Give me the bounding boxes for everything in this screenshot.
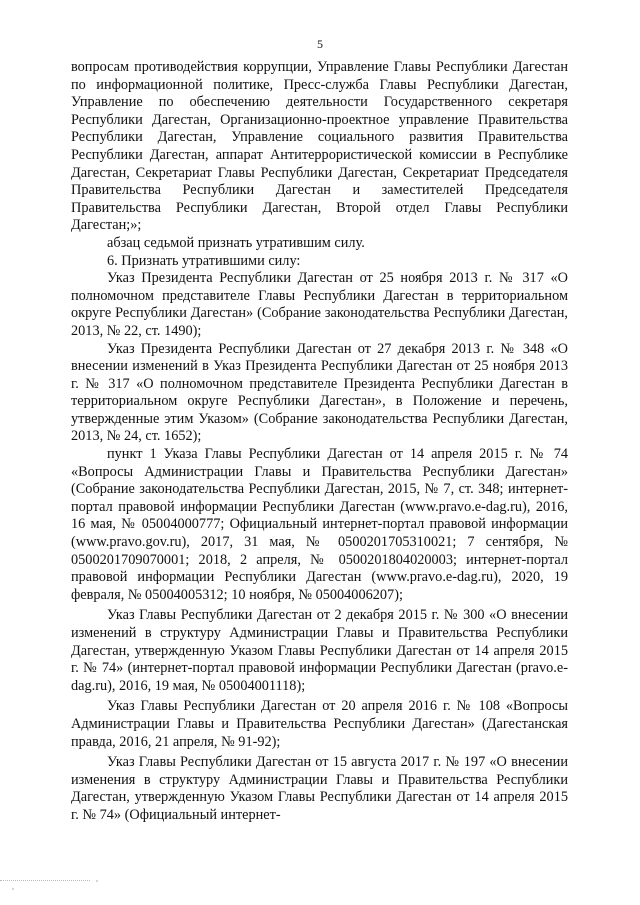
paragraph-seventh-clause: абзац седьмой признать утратившим силу. — [107, 234, 365, 251]
scan-speck — [96, 880, 98, 882]
scan-speck — [12, 888, 14, 890]
paragraph-decree-300: Указ Главы Республики Дагестан от 2 декабря 2015 г. № 300 «О внесении изменений в структуру Администрации Главы и Правительства Республики Дагестан, утвержденную Указом Главы Республики Дагестан от 14 апреля 2015 г. № 74» (интернет-портал правовой информации Республики Дагестан (pravo.e-dag.ru), 2016, 19 мая, № 05004001118); — [71, 607, 568, 694]
paragraph-item-6-heading: 6. Признать утратившими силу: — [107, 252, 301, 269]
paragraph-decree-317: Указ Президента Республики Дагестан от 25 ноября 2013 г. № 317 «О полномочном представителе Главы Республики Дагестан в территориальном округе Республики Дагестан» (Собрание законодательства Республики Дагестан, 2013, № 22, ст. 1490); — [71, 270, 568, 339]
document-body — [71, 59, 568, 825]
page-number: 5 — [317, 37, 323, 51]
scan-edge-mark — [0, 880, 90, 883]
paragraph-decree-108: Указ Главы Республики Дагестан от 20 апреля 2016 г. № 108 «Вопросы Администрации Главы и Правительства Республики Дагестан» (Дагестанская правда, 2016, 21 апреля, № 91-92); — [71, 698, 568, 750]
paragraph-decree-197: Указ Главы Республики Дагестан от 15 августа 2017 г. № 197 «О внесении изменения в структуру Администрации Главы и Правительства Республики Дагестан, утвержденную Указом Главы Республики Дагестан от 14 апреля 2015 г. № 74» (Официальный интернет- — [71, 754, 568, 823]
paragraph-continuation: вопросам противодействия коррупции, Управление Главы Республики Дагестан по информационной политике, Пресс-служба Главы Республики Дагестан, Управление по обеспечению деятельности Государственного секретаря Республики Дагестан, Организационно-проектное управление Правительства Республики Дагестан, Управление социального развития Правительства Республики Дагестан, аппарат Антитеррористической комиссии в Республике Дагестан, Секретариат Главы Республики Дагестан, Секретариат Председателя Правительства Республики Дагестан и заместителей Председателя Правительства Республики Дагестан, Второй отдел Главы Республики Дагестан;»; — [71, 59, 568, 234]
paragraph-decree-74-item-1: пункт 1 Указа Главы Республики Дагестан от 14 апреля 2015 г. № 74 «Вопросы Администрации Главы и Правительства Республики Дагестан» (Собрание законодательства Республики Дагестан, 2015, № 7, ст. 348; интернет-портал правовой информации Республики Дагестан (www.pravo.e-dag.ru), 2016, 16 мая, № 05004000777; Официальный интернет-портал правовой информации (www.pravo.gov.ru), 2017, 31 мая, № 0500201705310021; 7 сентября, № 0500201709070001; 2018, 2 апреля, № 0500201804020003; интернет-портал правовой информации Республики Дагестан (www.pravo.e-dag.ru), 2020, 19 февраля, № 05004005312; 10 ноября, № 05004006207); — [71, 446, 568, 603]
paragraph-decree-348: Указ Президента Республики Дагестан от 27 декабря 2013 г. № 348 «О внесении изменений в Указ Президента Республики Дагестан от 25 ноября 2013 г. № 317 «О полномочном представителе Президента Республики Дагестан в территориальном округе Республики Дагестан», в Положение и перечень, утвержденные этим Указом» (Собрание законодательства Республики Дагестан, 2013, № 24, ст. 1652); — [71, 340, 568, 445]
